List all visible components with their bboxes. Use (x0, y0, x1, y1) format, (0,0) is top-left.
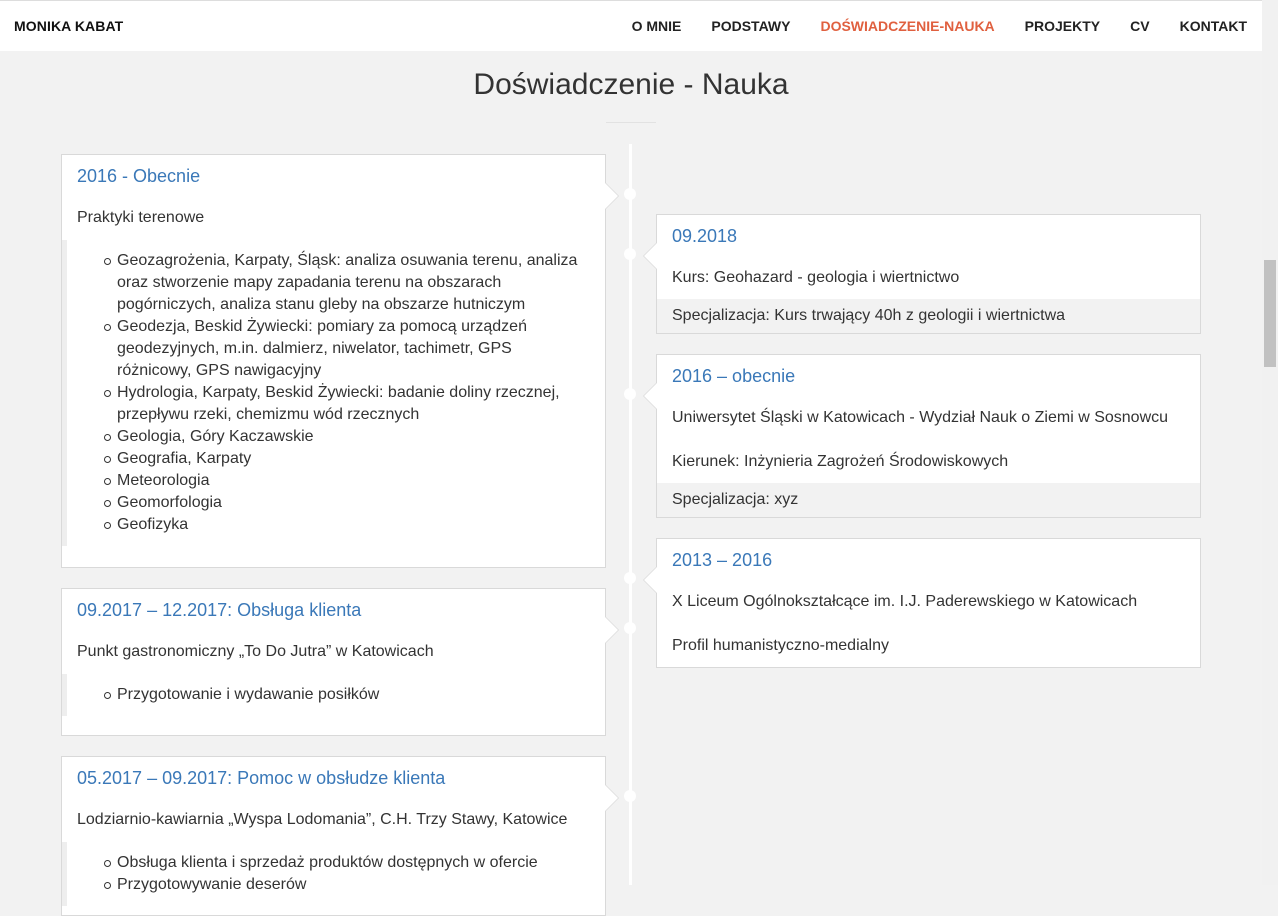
card-footer: Specjalizacja: xyz (657, 483, 1200, 517)
timeline-card (61, 154, 606, 568)
card-date: 2016 - Obecnie (77, 166, 201, 186)
scrollbar[interactable] (1262, 0, 1278, 885)
card-line: X Liceum Ogólnokształcące im. I.J. Paderewskiego w Katowicach (672, 593, 1138, 610)
nav-kontakt[interactable]: KONTAKT (1179, 18, 1247, 34)
list-item: Meteorologia (117, 470, 585, 492)
timeline-card (656, 214, 1201, 334)
card-date: 09.2017 – 12.2017: Obsługa klienta (77, 600, 362, 620)
nav-doswiadczenie-nauka[interactable]: DOŚWIADCZENIE-NAUKA (820, 18, 995, 34)
nav-o-mnie[interactable]: O MNIE (631, 18, 682, 34)
card-line: Kierunek: Inżynieria Zagrożeń Środowiskowych (672, 453, 1009, 470)
title-divider (606, 122, 656, 123)
list-item: Geologia, Góry Kaczawskie (117, 426, 585, 448)
timeline-dot (624, 248, 636, 260)
navbar (0, 1, 1262, 51)
brand-logo[interactable]: MONIKA KABAT (14, 18, 124, 34)
page-title: Doświadczenie - Nauka (473, 68, 789, 101)
timeline-card (656, 354, 1201, 518)
timeline-card (61, 588, 606, 736)
list-item: Przygotowanie i wydawanie posiłków (117, 684, 585, 706)
card-date: 2013 – 2016 (672, 550, 773, 570)
bullet-list (62, 240, 605, 546)
list-item: Geozagrożenia, Karpaty, Śląsk: analiza osuwania terenu, analiza oraz stworzenie mapy zapadania terenu na obszarach pogórniczych, analiza stanu gleby na obszarze hutniczym (117, 250, 585, 316)
bullet-list (62, 842, 605, 906)
card-title: Praktyki terenowe (77, 209, 205, 226)
list-item: Geomorfologia (117, 492, 585, 514)
card-date: 2016 – obecnie (672, 366, 796, 386)
list-item: Geografia, Karpaty (117, 448, 585, 470)
card-title: Punkt gastronomiczny „To Do Jutra” w Katowicach (77, 643, 434, 660)
nav-cv[interactable]: CV (1130, 18, 1150, 34)
card-title: Lodziarnio-kawiarnia „Wyspa Lodomania”, C.H. Trzy Stawy, Katowice (77, 811, 568, 828)
card-line: Kurs: Geohazard - geologia i wiertnictwo (672, 269, 960, 286)
scrollbar-thumb[interactable] (1264, 260, 1276, 367)
card-date: 05.2017 – 09.2017: Pomoc w obsłudze klienta (77, 768, 446, 788)
bullet-list (62, 674, 605, 716)
list-item: Geofizyka (117, 514, 585, 536)
list-item: Przygotowywanie deserów (117, 874, 585, 896)
list-item: Obsługa klienta i sprzedaż produktów dostępnych w ofercie (117, 852, 585, 874)
timeline-dot (624, 572, 636, 584)
timeline-dot (624, 622, 636, 634)
card-line: Profil humanistyczno-medialny (672, 637, 889, 654)
list-item: Geodezja, Beskid Żywiecki: pomiary za pomocą urządzeń geodezyjnych, m.in. dalmierz, niwelator, tachimetr, GPS różnicowy, GPS nawigacyjny (117, 316, 585, 382)
timeline-card (61, 756, 606, 916)
nav-projekty[interactable]: PROJEKTY (1024, 18, 1101, 34)
timeline-dot (624, 188, 636, 200)
timeline-dot (624, 388, 636, 400)
card-date: 09.2018 (672, 226, 738, 246)
timeline-dot (624, 790, 636, 802)
nav-podstawy[interactable]: PODSTAWY (711, 18, 791, 34)
card-footer: Specjalizacja: Kurs trwający 40h z geologii i wiertnictwa (657, 299, 1200, 333)
list-item: Hydrologia, Karpaty, Beskid Żywiecki: badanie doliny rzecznej, przepływu rzeki, chemizmu wód rzecznych (117, 382, 585, 426)
main-nav (602, 18, 1247, 34)
card-line: Uniwersytet Śląski w Katowicach - Wydział Nauk o Ziemi w Sosnowcu (672, 409, 1169, 426)
timeline-card (656, 538, 1201, 668)
